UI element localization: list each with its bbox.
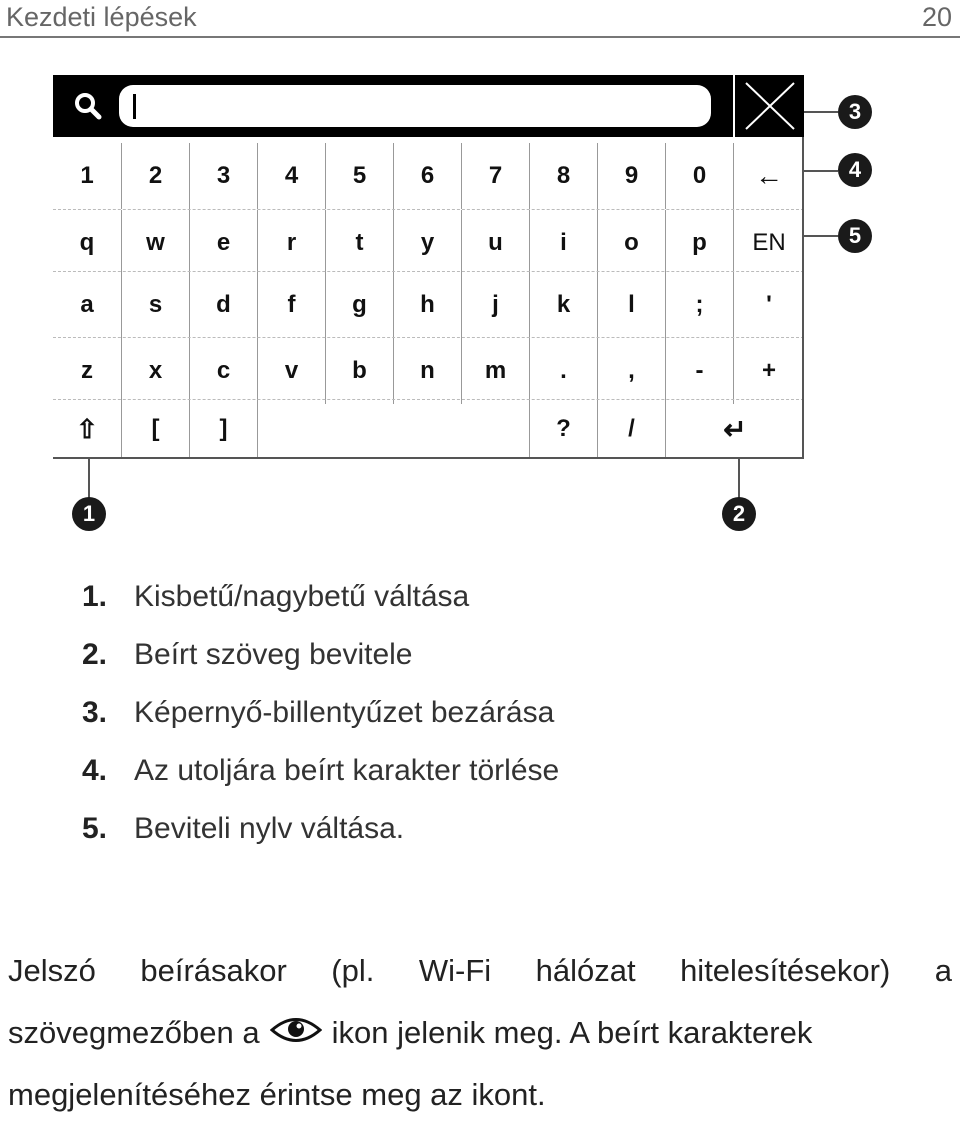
eye-icon <box>270 1015 322 1045</box>
callout-badge-5: 5 <box>838 219 872 253</box>
legend-number: 3. <box>82 696 108 729</box>
keyboard-row-bottom <box>53 399 804 458</box>
key-slash[interactable]: / <box>597 400 665 458</box>
key-e[interactable]: e <box>189 210 257 276</box>
key-m[interactable]: m <box>461 338 529 404</box>
key-c[interactable]: c <box>189 338 257 404</box>
close-icon <box>743 80 797 132</box>
key-d[interactable]: d <box>189 272 257 338</box>
enter-key[interactable]: ↵ <box>665 400 804 458</box>
search-bar <box>53 75 733 137</box>
search-icon[interactable] <box>73 91 103 121</box>
paragraph-line-2 <box>8 1002 952 1064</box>
callout-line-2 <box>738 458 740 498</box>
legend-item <box>82 638 559 696</box>
legend-number: 4. <box>82 754 108 787</box>
key-f[interactable]: f <box>257 272 325 338</box>
key-n[interactable]: n <box>393 338 461 404</box>
key-h[interactable]: h <box>393 272 461 338</box>
keyboard-row-digits <box>53 143 804 209</box>
callout-badge-3: 3 <box>838 95 872 129</box>
key-5[interactable]: 5 <box>325 143 393 209</box>
close-keyboard-button[interactable] <box>733 75 804 137</box>
legend-item <box>82 696 559 754</box>
on-screen-keyboard <box>53 75 804 458</box>
key-minus[interactable]: - <box>665 338 733 404</box>
key-question[interactable]: ? <box>529 400 597 458</box>
text-caret <box>133 94 136 119</box>
key-w[interactable]: w <box>121 210 189 276</box>
legend-number: 1. <box>82 580 108 613</box>
key-u[interactable]: u <box>461 210 529 276</box>
key-period[interactable]: . <box>529 338 597 404</box>
key-b[interactable]: b <box>325 338 393 404</box>
key-p[interactable]: p <box>665 210 733 276</box>
key-x[interactable]: x <box>121 338 189 404</box>
keyboard-row-zxcv <box>53 337 804 404</box>
page-number: 20 <box>921 2 952 32</box>
legend-text: Az utoljára beírt karakter törlése <box>134 754 560 787</box>
callout-legend <box>82 580 559 870</box>
paragraph-text: szövegmezőben a <box>8 1015 260 1050</box>
callout-badge-1: 1 <box>72 497 106 531</box>
key-apostrophe[interactable]: ' <box>733 272 804 338</box>
key-4[interactable]: 4 <box>257 143 325 209</box>
paragraph-line-1: Jelszó beírásakor (pl. Wi-Fi hálózat hitelesítésekor) a <box>8 953 952 988</box>
key-comma[interactable]: , <box>597 338 665 404</box>
legend-text: Kisbetű/nagybetű váltása <box>134 580 470 613</box>
key-8[interactable]: 8 <box>529 143 597 209</box>
legend-text: Beviteli nylv váltása. <box>134 812 405 845</box>
key-7[interactable]: 7 <box>461 143 529 209</box>
key-v[interactable]: v <box>257 338 325 404</box>
key-q[interactable]: q <box>79 229 95 256</box>
legend-number: 2. <box>82 638 108 671</box>
paragraph-line-3: megjelenítéséhez érintse meg az ikont. <box>8 1077 546 1112</box>
page-header <box>0 0 960 38</box>
language-key[interactable]: EN <box>733 210 804 276</box>
section-title: Kezdeti lépések <box>6 2 197 32</box>
key-y[interactable]: y <box>393 210 461 276</box>
key-0[interactable]: 0 <box>665 143 733 209</box>
key-s[interactable]: s <box>121 272 189 338</box>
key-l[interactable]: l <box>597 272 665 338</box>
key-o[interactable]: o <box>597 210 665 276</box>
text-input-field[interactable] <box>119 85 711 127</box>
key-2[interactable]: 2 <box>121 143 189 209</box>
keyboard-row-qwerty <box>53 209 804 276</box>
backspace-key[interactable]: ← <box>733 143 804 209</box>
key-t[interactable]: t <box>325 210 393 276</box>
key-i[interactable]: i <box>529 210 597 276</box>
callout-badge-4: 4 <box>838 153 872 187</box>
key-9[interactable]: 9 <box>597 143 665 209</box>
callout-line-4 <box>804 170 838 172</box>
callout-line-1 <box>88 458 90 498</box>
key-plus[interactable]: + <box>733 338 804 404</box>
keyboard-bottom-border <box>53 457 804 459</box>
shift-key[interactable]: ⇧ <box>76 413 98 444</box>
callout-badge-2: 2 <box>722 497 756 531</box>
legend-item <box>82 812 559 870</box>
key-a[interactable]: a <box>80 291 94 318</box>
key-1[interactable]: 1 <box>80 162 94 189</box>
key-j[interactable]: j <box>461 272 529 338</box>
callout-line-3 <box>804 111 838 113</box>
key-k[interactable]: k <box>529 272 597 338</box>
legend-item <box>82 754 559 812</box>
key-r[interactable]: r <box>257 210 325 276</box>
key-3[interactable]: 3 <box>189 143 257 209</box>
legend-item <box>82 580 559 638</box>
keyboard-right-border <box>802 137 804 459</box>
key-6[interactable]: 6 <box>393 143 461 209</box>
space-key[interactable] <box>257 400 529 458</box>
callout-line-5 <box>804 235 838 237</box>
key-bracket-close[interactable]: ] <box>189 400 257 458</box>
key-z[interactable]: z <box>81 357 93 384</box>
legend-text: Képernyő-billentyűzet bezárása <box>134 696 555 729</box>
body-paragraph <box>8 940 952 1126</box>
keyboard-row-asdf <box>53 271 804 338</box>
legend-number: 5. <box>82 812 108 845</box>
paragraph-text: ikon jelenik meg. A beírt karakterek <box>331 1015 813 1050</box>
key-bracket-open[interactable]: [ <box>121 400 189 458</box>
key-g[interactable]: g <box>325 272 393 338</box>
key-semicolon[interactable]: ; <box>665 272 733 338</box>
legend-text: Beírt szöveg bevitele <box>134 638 413 671</box>
